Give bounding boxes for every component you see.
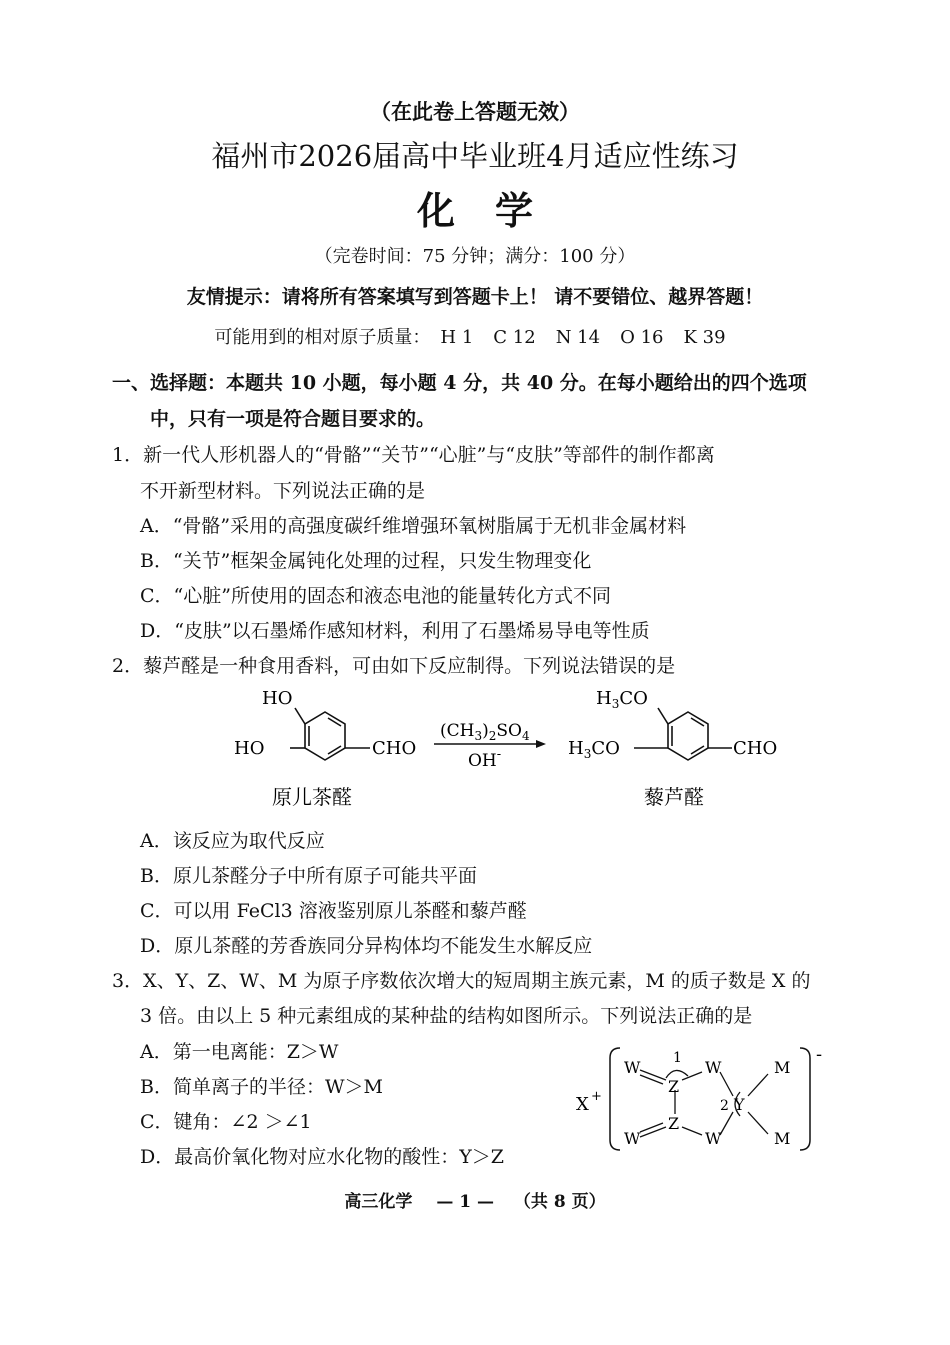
reaction-scheme [220,680,800,812]
question-3-option-c: C．键角：∠2 ＞∠1 [140,1111,312,1133]
atomic-mass-line [0,323,950,349]
atom-y: Y [734,1095,745,1114]
structure-bonds [640,1070,768,1137]
left-bracket [610,1048,620,1150]
right-bracket [800,1048,810,1150]
atom-w: W [705,1058,722,1077]
friendly-tip: 友情提示：请将所有答案填写到答题卡上！ 请不要错位、越界答题！ [186,286,764,308]
atomic-mass-label: 可能用到的相对原子质量： [214,327,431,348]
page-footer [0,1187,950,1212]
question-1-option-d: D．“皮肤”以石墨烯作感知材料，利用了石墨烯易导电等性质 [140,620,650,642]
reagent-dimethyl-sulfate: $(CH_3)_2SO_4$ [440,721,530,743]
product-name: 藜芦醛 [644,785,704,809]
question-1-option-a: A．“骨骼”采用的高强度碳纤维增强环氧树脂属于无机非金属材料 [140,515,687,537]
atomic-mass-item: C 12 [493,327,536,348]
atomic-mass-item: K 39 [683,327,726,348]
question-2-option-d: D．原儿茶醛的芳香族同分异构体均不能发生水解反应 [140,935,593,957]
product-benzene-ring [634,708,732,760]
question-3-stem: 3 倍。由以上 5 种元素组成的某种盐的结构如图所示。下列说法正确的是 [140,1005,753,1027]
question-1-option-c: C．“心脏”所使用的固态和液态电池的能量转化方式不同 [140,585,611,607]
invalid-notice: （在此卷上答题无效） [370,99,580,124]
atom-m: M [774,1129,791,1148]
reagent-hydroxide: OH- [468,747,502,771]
footer-subject: 高三化学 [344,1192,413,1212]
exam-title: 福州市2026届高中毕业班4月适应性练习 [211,139,739,173]
section-heading: 一、选择题：本题共 10 小题，每小题 4 分，共 40 分。在每小题给出的四个选项 [112,372,807,394]
cation-symbol: X [576,1094,589,1115]
salt-structure [570,1040,840,1160]
product-group-cho: CHO [733,738,778,759]
reactant-group-cho: CHO [372,738,417,759]
angle-label-2: 2 [720,1098,729,1114]
section-heading: 中，只有一项是符合题目要求的。 [150,408,436,430]
question-2-stem: 2．藜芦醛是一种食用香料，可由如下反应制得。下列说法错误的是 [112,655,676,677]
reactant-benzene-ring [290,708,370,760]
question-2-option-a: A．该反应为取代反应 [140,830,325,852]
reactant-group-ho-top: HO [262,688,293,709]
angle-label-1: 1 [673,1050,682,1066]
atom-z: Z [668,1114,680,1133]
atom-w: W [624,1129,641,1148]
question-3-option-a: A．第一电离能：Z＞W [140,1041,339,1063]
atom-m: M [774,1058,791,1077]
product-group-methoxy-top: $H_3CO$ [596,688,648,711]
question-3-stem: 3．X、Y、Z、W、M 为原子序数依次增大的短周期主族元素，M 的质子数是 X 的 [112,970,811,992]
reactant-name: 原儿茶醛 [272,785,352,809]
question-2-option-c: C．可以用 FeCl3 溶液鉴别原儿茶醛和藜芦醛 [140,900,527,922]
time-info: （完卷时间：75 分钟；满分：100 分） [314,246,636,267]
atom-w: W [624,1058,641,1077]
question-1-stem: 1．新一代人形机器人的“骨骼”“关节”“心脏”与“皮肤”等部件的制作都离 [112,444,715,466]
footer-page-number: — 1 — [436,1192,494,1212]
cation-charge: + [591,1089,602,1104]
question-2-option-b: B．原儿茶醛分子中所有原子可能共平面 [140,865,477,887]
atomic-mass-item: O 16 [620,327,664,348]
atomic-mass-item: H 1 [440,327,474,348]
atom-z: Z [668,1077,680,1096]
question-1-option-b: B．“关节”框架金属钝化处理的过程，只发生物理变化 [140,550,592,572]
anion-charge: - [816,1044,823,1065]
footer-total-pages: （共 8 页） [513,1192,606,1212]
atomic-mass-item: N 14 [555,327,601,348]
reactant-group-ho-left: HO [234,738,265,759]
question-1-stem: 不开新型材料。下列说法正确的是 [140,480,426,502]
question-3-option-b: B．简单离子的半径：W＞M [140,1076,383,1098]
atom-w: W [705,1129,722,1148]
product-group-methoxy-left: $H_3CO$ [568,738,620,761]
subject-title: 化学 [416,188,573,233]
question-3-option-d: D．最高价氧化物对应水化物的酸性：Y＞Z [140,1146,504,1168]
